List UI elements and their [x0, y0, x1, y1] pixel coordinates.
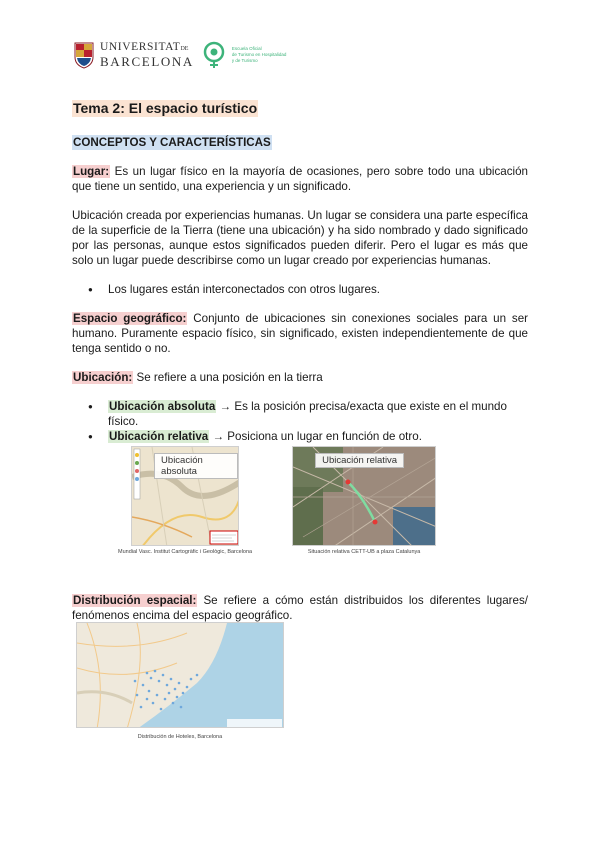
lugares-list: [88, 282, 528, 297]
figure-caption: Distribución de Hoteles, Barcelona: [137, 734, 223, 740]
distribution-map-image: [76, 622, 284, 728]
lugar-paragraph: Lugar: Es un lugar físico en la mayoría de ocasiones, pero sobre todo una ubicación que tiene un sentido, una experiencia y un significado.: [72, 165, 528, 193]
espacio-term: Espacio geográfico:: [73, 312, 187, 325]
ubicacion-types-list: [88, 399, 528, 444]
page-title: Tema 2: El espacio turístico: [73, 100, 258, 116]
ubicacion-term: Ubicación:: [73, 371, 133, 384]
distribucion-term: Distribución espacial:: [73, 594, 197, 607]
figure-caption: Mundial Vasc. Institut Cartogràfic i Geològic, Barcelona: [118, 549, 253, 555]
lugar-term: Lugar:: [73, 165, 110, 178]
university-wordmark: UNIVERSITATDE BARCELONA: [100, 40, 194, 70]
espacio-paragraph: Espacio geográfico: Conjunto de ubicaciones sin conexiones sociales para un ser humano. Puramente espacio físico, sin significado, existen independientemente de que tenga sentido o no.: [72, 312, 528, 355]
figure-caption: Situación relativa CETT-UB a plaza Catalunya: [307, 549, 421, 555]
absolute-term: Ubicación absoluta: [109, 400, 216, 413]
map-label: Ubicación relativa: [315, 453, 404, 468]
ubicacion-paragraph: Ubicación creada por experiencias humanas. Un lugar se considera una parte específica de la superficie de la Tierra (tiene una ubicación) y ha sido nombrado y dado significado por las personas, aunque estos significados pueden diferir. Pero el lugar es más que solo un lugar puede describirse como un lugar creado por experiencias humanas.: [72, 209, 528, 267]
list-item: ● Ubicación absoluta → Es la posición precisa/exacta que existe en el mundo físico.: [88, 399, 528, 429]
ubicacion-definition: Ubicación: Se refiere a una posición en la tierra: [73, 371, 323, 384]
tourism-school-text: Escuela Oficial de Turismo en Hospitalidad y de Turismo: [231, 46, 287, 63]
relative-term: Ubicación relativa: [109, 430, 209, 443]
relative-map-image: [292, 446, 436, 546]
tourism-school-logo-icon: [202, 41, 226, 69]
distribution-figure: [76, 622, 284, 740]
document-header: [74, 38, 286, 72]
list-item: ● Los lugares están interconectados con otros lugares.: [88, 282, 528, 297]
distribucion-paragraph: Distribución espacial: Se refiere a cómo están distribuidos los diferentes lugares/ fenómenos encima del espacio geográfico.: [72, 594, 528, 622]
maps-row: [118, 446, 436, 555]
map-label: Ubicación absoluta: [154, 453, 238, 479]
section-heading: CONCEPTOS Y CARACTERÍSTICAS: [73, 136, 271, 149]
list-item: ● Ubicación relativa → Posiciona un lugar en función de otro.: [88, 429, 528, 444]
absolute-map-image: [131, 446, 239, 546]
relative-location-figure: [292, 446, 436, 555]
absolute-location-figure: [118, 446, 252, 555]
university-shield-icon: [74, 41, 94, 69]
